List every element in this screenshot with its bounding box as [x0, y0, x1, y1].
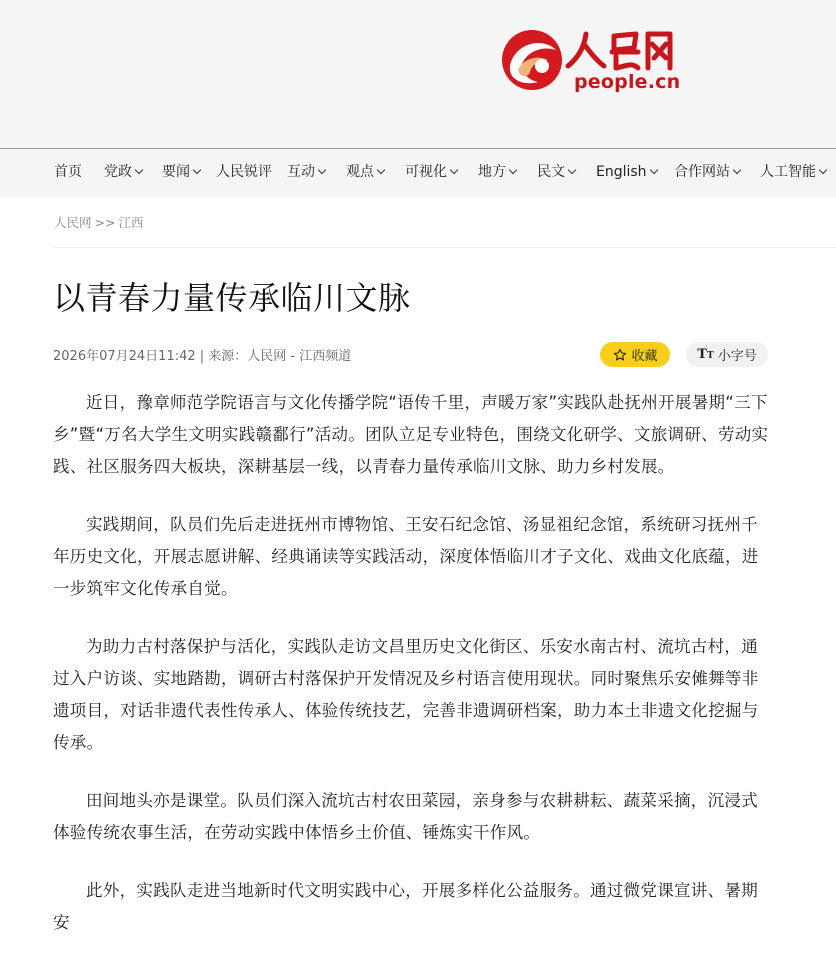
main-nav [0, 148, 836, 197]
favorite-label: 收藏 [631, 349, 658, 364]
star-icon [612, 347, 628, 363]
nav-item-opinion[interactable] [346, 149, 384, 197]
nav-item-partners[interactable] [674, 149, 740, 197]
chevron-down-icon [568, 166, 576, 174]
masthead [0, 0, 836, 148]
nav-item-label: English [596, 164, 647, 180]
nav-item-commentary[interactable] [216, 149, 272, 197]
breadcrumb [54, 213, 143, 231]
divider [52, 247, 836, 248]
nav-item-label: 地方 [478, 164, 506, 180]
nav-item-label: 互动 [287, 164, 315, 180]
site-logo[interactable] [498, 26, 698, 96]
chevron-down-icon [649, 166, 657, 174]
nav-item-headlines[interactable] [162, 149, 200, 197]
article-paragraph: 此外，实践队走进当地新时代文明实践中心，开展多样化公益服务。通过微党课宣讲、暑期安 [53, 881, 758, 932]
nav-item-ai[interactable] [760, 149, 826, 197]
nav-item-label: 首页 [54, 164, 82, 180]
font-size-button[interactable] [686, 342, 768, 367]
article-meta: 2026年07月24日11:42 | 来源：人民网 - 江西频道 [53, 349, 352, 364]
breadcrumb-separator: >> [94, 215, 116, 230]
breadcrumb-home-link[interactable]: 人民网 [54, 215, 92, 230]
chevron-down-icon [733, 166, 741, 174]
nav-item-politics[interactable] [104, 149, 142, 197]
nav-item-label: 人工智能 [760, 164, 816, 180]
nav-item-ethnic[interactable] [537, 149, 575, 197]
chevron-down-icon [318, 166, 326, 174]
font-size-label: 小字号 [717, 349, 757, 364]
nav-item-interaction[interactable] [287, 149, 325, 197]
nav-item-local[interactable] [478, 149, 516, 197]
nav-item-home[interactable] [54, 149, 82, 197]
breadcrumb-section-link[interactable]: 江西 [118, 215, 144, 230]
chevron-down-icon [509, 166, 517, 174]
chevron-down-icon [135, 166, 143, 174]
chevron-down-icon [819, 166, 827, 174]
nav-item-label: 党政 [104, 164, 132, 180]
article-title: 以青春力量传承临川文脉 [53, 279, 411, 317]
site-domain: people.cn [574, 71, 681, 93]
article-body [53, 387, 773, 965]
font-size-icon: TT [697, 347, 714, 362]
article-paragraph: 近日，豫章师范学院语言与文化传播学院“语传千里，声暖万家”实践队赴抚州开展暑期“三下乡”暨“万名大学生文明实践赣鄱行”活动。团队立足专业特色，围绕文化研学、文旅调研、劳动实践、社区服务四大板块，深耕基层一线，以青春力量传承临川文脉、助力乡村发展。 [53, 393, 769, 476]
nav-item-label: 观点 [346, 164, 374, 180]
chevron-down-icon [193, 166, 201, 174]
nav-item-label: 合作网站 [674, 164, 730, 180]
nav-item-english[interactable] [596, 149, 657, 197]
chevron-down-icon [450, 166, 458, 174]
nav-item-label: 可视化 [405, 164, 447, 180]
nav-item-label: 要闻 [162, 164, 190, 180]
chevron-down-icon [377, 166, 385, 174]
article-paragraph: 田间地头亦是课堂。队员们深入流坑古村农田菜园，亲身参与农耕耕耘、蔬菜采摘，沉浸式体验传统农事生活，在劳动实践中体悟乡土价值、锤炼实干作风。 [53, 791, 758, 842]
article-paragraph: 实践期间，队员们先后走进抚州市博物馆、王安石纪念馆、汤显祖纪念馆，系统研习抚州千年历史文化，开展志愿讲解、经典诵读等实践活动，深度体悟临川才子文化、戏曲文化底蕴，进一步筑牢文化传承自觉。 [53, 515, 759, 598]
nav-item-visual[interactable] [405, 149, 457, 197]
favorite-button[interactable] [600, 342, 670, 367]
nav-item-label: 人民锐评 [216, 164, 272, 180]
nav-item-label: 民文 [537, 164, 565, 180]
article-paragraph: 为助力古村落保护与活化，实践队走访文昌里历史文化街区、乐安水南古村、流坑古村，通过入户访谈、实地踏勘，调研古村落保护开发情况及乡村语言使用现状。同时聚焦乐安傩舞等非遗项目，对话非遗代表性传承人、体验传统技艺，完善非遗调研档案，助力本土非遗文化挖掘与传承。 [53, 637, 759, 752]
